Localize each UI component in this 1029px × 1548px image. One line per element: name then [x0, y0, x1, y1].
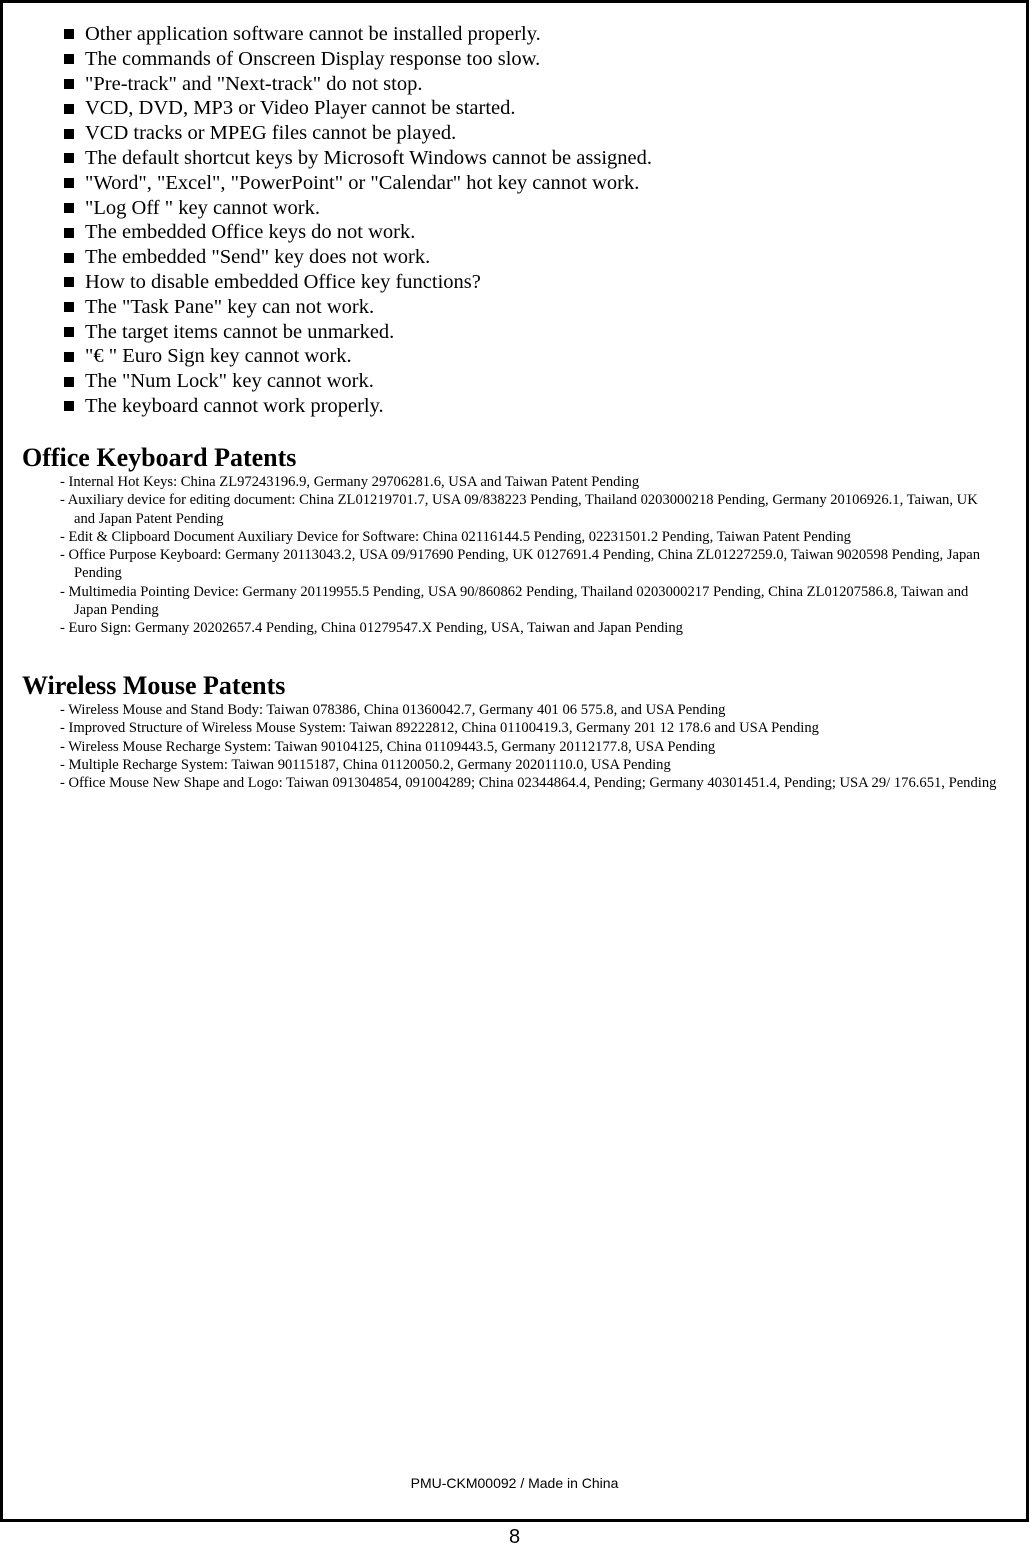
square-bullet-icon: [64, 104, 74, 114]
square-bullet-icon: [64, 79, 74, 89]
faq-item: [64, 270, 652, 295]
faq-item: [64, 171, 652, 196]
faq-item-text: The embedded Office keys do not work.: [85, 221, 416, 244]
patent-item: - Multiple Recharge System: Taiwan 90115187, China 01120050.2, Germany 20201110.0, USA Pending: [60, 756, 671, 773]
square-bullet-icon: [64, 253, 74, 263]
square-bullet-icon: [64, 129, 74, 139]
square-bullet-icon: [64, 178, 74, 188]
square-bullet-icon: [64, 377, 74, 387]
patent-item: - Euro Sign: Germany 20202657.4 Pending, China 01279547.X Pending, USA, Taiwan and Japan Pending: [60, 620, 683, 637]
faq-item: [64, 344, 652, 369]
square-bullet-icon: [64, 401, 74, 411]
faq-list: [64, 22, 652, 419]
square-bullet-icon: [64, 228, 74, 238]
product-code-footer: PMU-CKM00092 / Made in China: [410, 1475, 619, 1491]
section-heading: Office Keyboard Patents: [22, 443, 297, 472]
faq-item-text: VCD, DVD, MP3 or Video Player cannot be started.: [85, 97, 516, 120]
patent-item: - Wireless Mouse and Stand Body: Taiwan 078386, China 01360042.7, Germany 401 06 575.8, and USA Pending: [60, 702, 726, 718]
faq-item-text: The default shortcut keys by Microsoft Windows cannot be assigned.: [85, 146, 652, 169]
faq-item: [64, 394, 652, 419]
patent-list: [22, 701, 999, 792]
patent-item: - Improved Structure of Wireless Mouse System: Taiwan 89222812, China 01100419.3, Germany 201 12 178.6 and USA Pending: [60, 720, 819, 737]
square-bullet-icon: [64, 352, 74, 362]
faq-item: [64, 47, 652, 72]
patent-item: - Wireless Mouse Recharge System: Taiwan 90104125, China 01109443.5, Germany 20112177.8, USA Pending: [60, 738, 716, 755]
faq-item-text: The target items cannot be unmarked.: [85, 320, 395, 343]
faq-item: [64, 245, 652, 270]
square-bullet-icon: [64, 29, 74, 39]
square-bullet-icon: [64, 327, 74, 337]
square-bullet-icon: [64, 54, 74, 64]
faq-item: [64, 320, 652, 345]
wireless-mouse-patents-section: [22, 671, 999, 792]
patent-item: - Office Purpose Keyboard: Germany 20113043.2, USA 09/917690 Pending, UK 0127691.4 Pending, China ZL01227259.0, Taiwan 9020598 Pending, Japan Pending: [60, 547, 981, 582]
faq-item: [64, 295, 652, 320]
faq-item-text: "Word", "Excel", "PowerPoint" or "Calendar" hot key cannot work.: [85, 171, 640, 194]
faq-item-text: The commands of Onscreen Display response too slow.: [85, 47, 541, 70]
faq-item: [64, 196, 652, 221]
faq-item: [64, 121, 652, 146]
square-bullet-icon: [64, 302, 74, 312]
faq-item-text: "Pre-track" and "Next-track" do not stop.: [85, 72, 423, 95]
square-bullet-icon: [64, 203, 74, 213]
section-heading: Wireless Mouse Patents: [22, 671, 286, 700]
faq-item: [64, 22, 652, 47]
faq-item-text: Other application software cannot be installed properly.: [85, 23, 541, 45]
patent-item: - Office Mouse New Shape and Logo: Taiwan 091304854, 091004289; China 02344864.4, Pending; Germany 40301451.4, Pending; USA 29/ 176.651, Pending: [60, 775, 997, 792]
faq-item: [64, 220, 652, 245]
office-keyboard-patents-section: [22, 443, 999, 638]
faq-item: [64, 146, 652, 171]
faq-item-text: The embedded "Send" key does not work.: [85, 246, 431, 269]
faq-item-text: The "Num Lock" key cannot work.: [85, 370, 374, 393]
patent-item: - Internal Hot Keys: China ZL97243196.9, Germany 29706281.6, USA and Taiwan Patent Pending: [60, 474, 640, 490]
patent-item: - Auxiliary device for editing document: China ZL01219701.7, USA 09/838223 Pending, Thailand 0203000218 Pending, Germany 20106926.1, Taiwan, UK and Japan Patent Pending: [60, 492, 978, 527]
faq-item: [64, 72, 652, 97]
faq-item-text: The keyboard cannot work properly.: [85, 394, 384, 417]
faq-item-text: "Log Off " key cannot work.: [85, 196, 320, 219]
patent-list: [22, 473, 999, 638]
faq-item-text: "€ " Euro Sign key cannot work.: [85, 345, 352, 368]
faq-item-text: How to disable embedded Office key functions?: [85, 270, 481, 293]
patent-item: - Multimedia Pointing Device: Germany 20119955.5 Pending, USA 90/860862 Pending, Thailand 0203000217 Pending, China ZL01207586.8, Taiwan and Japan Pending: [60, 583, 969, 619]
faq-item-text: VCD tracks or MPEG files cannot be played.: [85, 122, 457, 145]
faq-item-text: The "Task Pane" key can not work.: [85, 295, 375, 318]
page-number: 8: [508, 1526, 521, 1548]
faq-item: [64, 96, 652, 121]
patent-item: - Edit & Clipboard Document Auxiliary Device for Software: China 02116144.5 Pending, 02231501.2 Pending, Taiwan Patent Pending: [60, 528, 851, 545]
square-bullet-icon: [64, 153, 74, 163]
faq-item: [64, 369, 652, 394]
square-bullet-icon: [64, 277, 74, 287]
